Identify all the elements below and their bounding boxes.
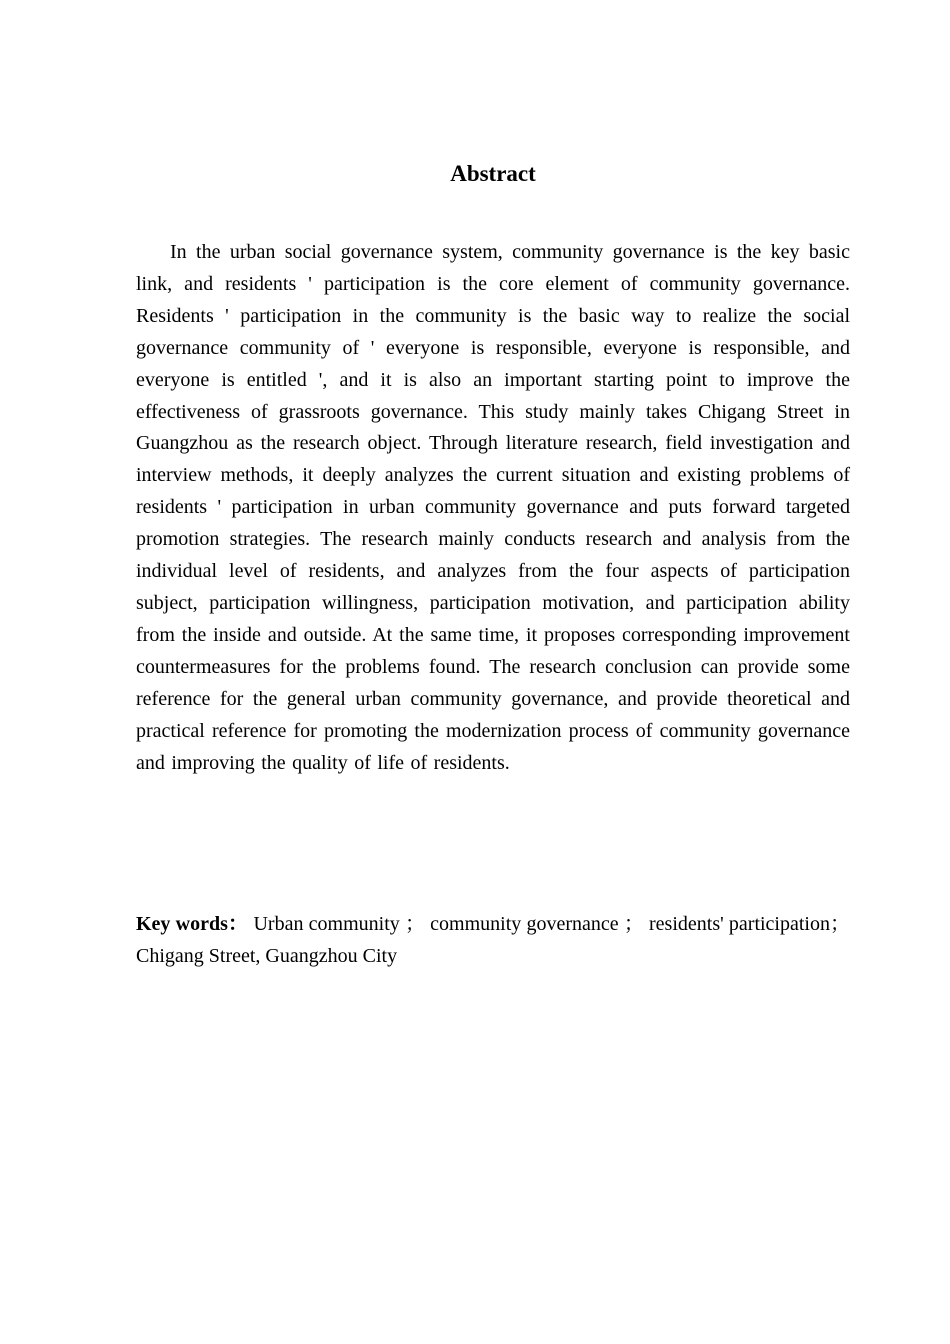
abstract-title: Abstract	[450, 161, 536, 186]
abstract-paragraph: In the urban social governance system, community governance is the key basic link, and residents ' participation is the core element of community governance. Residents ' participation in the community is the basic way to realize the social governance community of ' everyone is responsible, everyone is responsible, and everyone is entitled ', and it is also an important starting point to improve the effectiveness of grassroots governance. This study mainly takes Chigang Street in Guangzhou as the research object. Through literature research, field investigation and interview methods, it deeply analyzes the current situation and existing problems of residents ' participation in urban community governance and puts forward targeted promotion strategies. The research mainly conducts research and analysis from the individual level of residents, and analyzes from the four aspects of participation subject, participation willingness, participation motivation, and participation ability from the inside and outside. At the same time, it proposes corresponding improvement countermeasures for the problems found. The research conclusion can provide some reference for the general urban community governance, and provide theoretical and practical reference for promoting the modernization process of community governance and improving the quality of life of residents.	[136, 241, 850, 774]
keywords-text: Urban community ； community governance ； residents' participation；Chigang Street, Guangzhou City	[136, 913, 850, 967]
keywords-label: Key words：	[136, 913, 249, 935]
keywords-line	[136, 908, 850, 972]
